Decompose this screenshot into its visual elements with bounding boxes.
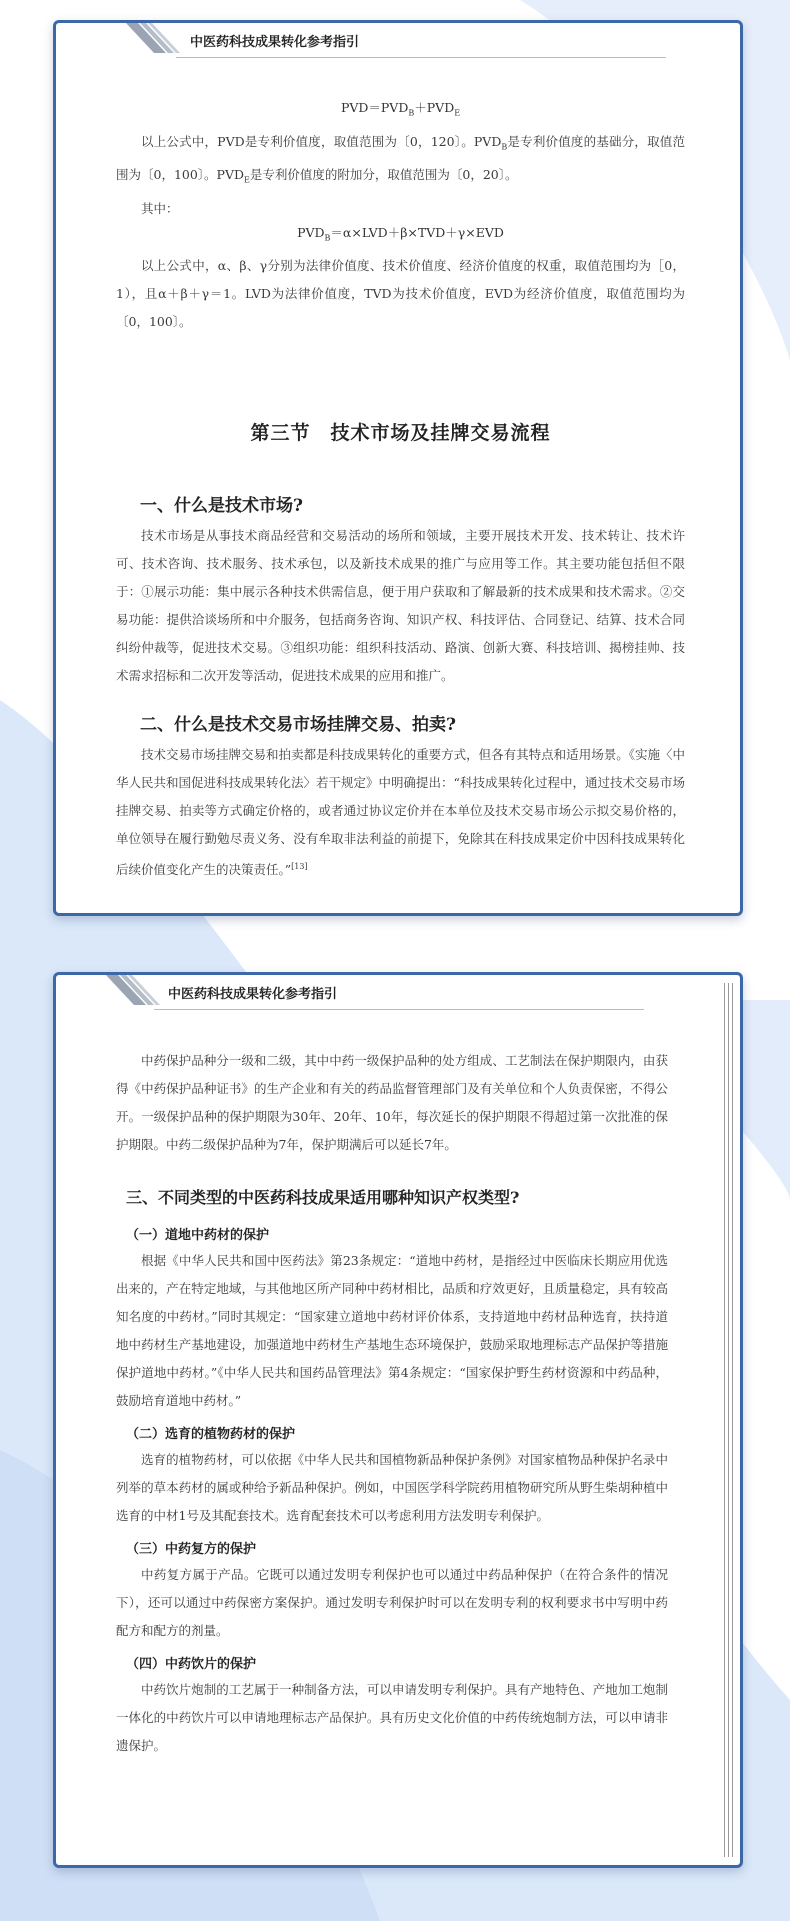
running-head-title: 中医药科技成果转化参考指引 — [168, 987, 338, 1002]
paragraph-compound-formula: 中药复方属于产品。它既可以通过发明专利保护也可以通过中药品种保护（在符合条件的情况下），还可以通过中药保密方案保护。通过发明专利保护时可以在发明专利的权利要求书中写明中药配方和配方的剂量。 — [116, 1567, 668, 1638]
paragraph-pvd-range: 以上公式中，PVD是专利价值度，取值范围为〔0，120〕。$PVD_B$是专利价值度的基础分，取值范围为〔0，100〕。$PVD_E$是专利价值度的附加分，取值范围为〔0，20〕。 — [116, 133, 685, 185]
running-head — [56, 975, 740, 1015]
paragraph-decoction-pieces: 中药饮片炮制的工艺属于一种制备方法，可以申请发明专利保护。具有产地特色、产地加工炮制一体化的中药饮片可以申请地理标志产品保护。具有历史文化价值的中药传统炮制方法，可以申请非遗保护。 — [116, 1682, 668, 1753]
heading-daodi-herbs: （一）道地中药材的保护 — [126, 1228, 270, 1243]
paragraph-where: 其中： — [141, 200, 179, 216]
page-edge-lines — [724, 983, 734, 1857]
section-title: 第三节 技术市场及挂牌交易流程 — [250, 422, 551, 444]
document-page-1 — [53, 20, 743, 916]
paragraph-bred-plants: 选育的植物药材，可以依据《中华人民共和国植物新品种保护条例》对国家植物品种保护名录中列举的草本药材的属或种给予新品种保护。例如，中国医学科学院药用植物研究所从野生柴胡种植中选育的中材1号及其配套技术。选育配套技术可以考虑利用方法发明专利保护。 — [116, 1452, 668, 1523]
reference-mark: [13] — [291, 862, 308, 871]
heading-bred-plants: （二）选育的植物药材的保护 — [126, 1427, 296, 1442]
paragraph-daodi-herbs: 根据《中华人民共和国中医药法》第23条规定：“道地中药材，是指经过中医临床长期应用优选出来的，产在特定地域，与其他地区所产同种中药材相比，品质和疗效更好，且质量稳定，具有较高知名度的中药材。”同时其规定：“国家建立道地中药材评价体系，支持道地中药材品种选育，扶持道地中药材生产基地建设，加强道地中药材生产基地生态环境保护，鼓励采取地理标志产品保护等措施保护道地中药材。”《中华人民共和国药品管理法》第4条规定：“国家保护野生药材资源和中药品种，鼓励培育道地中药材。” — [116, 1253, 668, 1408]
paragraph-listing-auction: 技术交易市场挂牌交易和拍卖都是科技成果转化的重要方式，但各有其特点和适用场景。《实施〈中华人民共和国促进科技成果转化法〉若干规定》中明确提出：“科技成果转化过程中，通过技术交易市场挂牌交易、拍卖等方式确定价格的，或者通过协议定价并在本单位及技术交易市场公示拟交易价格的，单位领导在履行勤勉尽责义务、没有牟取非法利益的前提下，免除其在科技成果定价中因科技成果转化后续价值变化产生的决策责任。”[13] — [116, 747, 685, 878]
running-head — [56, 23, 740, 63]
heading-listing-auction: 二、什么是技术交易市场挂牌交易、拍卖? — [140, 715, 456, 735]
running-head-title: 中医药科技成果转化参考指引 — [190, 35, 360, 50]
heading-ip-types: 三、不同类型的中医药科技成果适用哪种知识产权类型? — [126, 1188, 520, 1207]
header-stripes-decoration — [126, 23, 186, 59]
paragraph-tech-market: 技术市场是从事技术商品经营和交易活动的场所和领域，主要开展技术开发、技术转让、技术许可、技术咨询、技术服务、技术承包，以及新技术成果的推广与应用等工作。其主要功能包括但不限于：①展示功能：集中展示各种技术供需信息，便于用户获取和了解最新的技术成果和技术需求。②交易功能：提供洽谈场所和中介服务，包括商务咨询、知识产权、科技评估、合同登记、结算、技术合同纠纷仲裁等，促进技术交易。③组织功能：组织科技活动、路演、创新大赛、科技培训、揭榜挂帅、技术需求招标和二次开发等活动，促进技术成果的应用和推广。 — [116, 528, 685, 683]
running-head-rule — [154, 1009, 644, 1010]
heading-decoction-pieces: （四）中药饮片的保护 — [126, 1657, 257, 1672]
heading-compound-formula: （三）中药复方的保护 — [126, 1542, 257, 1557]
header-stripes-decoration — [106, 975, 166, 1011]
formula-pvd: $PVD=PVD_B+PVD_E$ — [340, 100, 461, 118]
running-head-rule — [176, 57, 666, 58]
paragraph-protected-varieties: 中药保护品种分一级和二级，其中中药一级保护品种的处方组成、工艺制法在保护期限内，由获得《中药保护品种证书》的生产企业和有关的药品监督管理部门及有关单位和个人负责保密，不得公开。一级保护品种的保护期限为30年、20年、10年，每次延长的保护期限不得超过第一次批准的保护期限。中药二级保护品种为7年，保护期满后可以延长7年。 — [116, 1053, 668, 1152]
formula-pvdb: $PVD_B=\alpha\times LVD+\beta\times TVD+\gamma\times EVD$ — [297, 224, 504, 242]
heading-tech-market: 一、什么是技术市场? — [140, 496, 303, 516]
paragraph-weights: 以上公式中，α、β、γ分别为法律价值度、技术价值度、经济价值度的权重，取值范围均为［0，1），且α＋β＋γ＝1。LVD为法律价值度，TVD为技术价值度，EVD为经济价值度，取值范围均为〔0，100〕。 — [116, 258, 685, 329]
document-page-2 — [53, 972, 743, 1868]
